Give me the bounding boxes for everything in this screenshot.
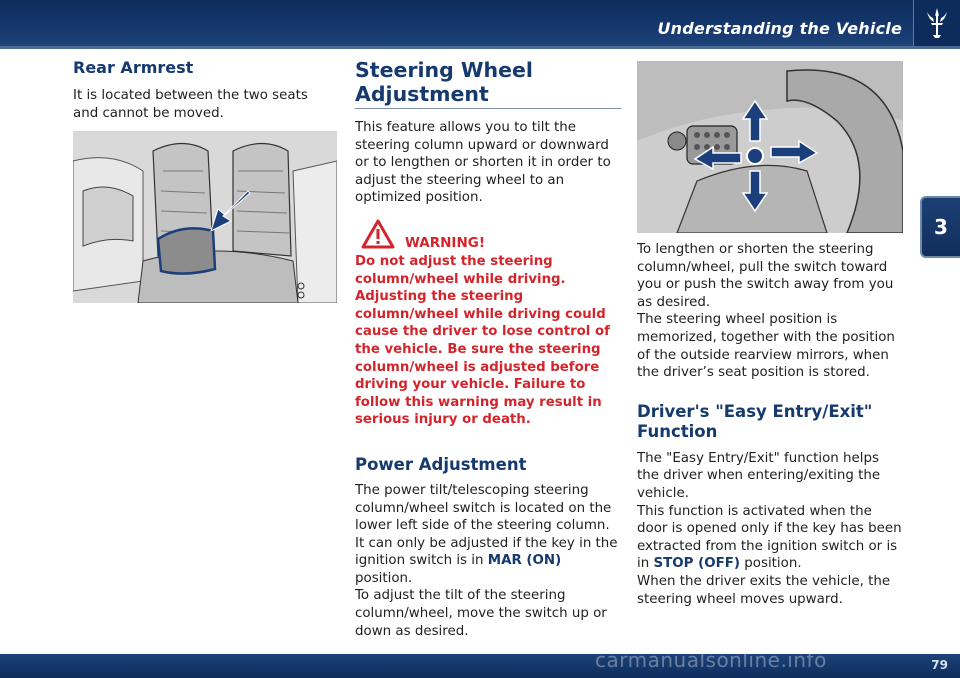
chapter-title: Understanding the Vehicle [657,19,902,38]
column-left [73,58,337,122]
chapter-tab[interactable]: 3 [920,196,960,258]
warning-label: WARNING! [405,234,485,251]
trident-icon [924,6,950,40]
power-adjustment-text-1: The power tilt/telescoping steering column/wheel switch is located on the lower left side of the steering column. It can only be adjusted if the key in the ignition switch is in MAR (ON) position. [355,482,618,586]
page-number: 79 [931,658,948,672]
mar-on-keyword: MAR (ON) [487,553,562,569]
easy-entry-text-3: When the driver exits the vehicle, the steering wheel moves upward. [637,573,891,607]
lengthen-text: To lengthen or shorten the steering column/wheel, pull the switch toward you or push the switch away from you as desired. [637,242,894,310]
easy-entry-text-1: The "Easy Entry/Exit" function helps the driver when entering/exiting the vehicle. [637,450,881,501]
stop-off-keyword: STOP (OFF) [653,556,741,572]
steering-switch-illustration [637,61,903,233]
power-adjustment-text-2: To adjust the tilt of the steering column/wheel, move the switch up or down as desired. [355,588,607,639]
easy-entry-title: Driver's "Easy Entry/Exit" Function [637,401,873,441]
rear-armrest-title: Rear Armrest [73,58,194,77]
rear-armrest-illustration [73,131,337,303]
warning-text: Do not adjust the steering column/wheel while driving. Adjusting the steering column/wheel while driving could cause the driver to lose control of the vehicle. Be sure the steering column/wheel is adjusted before driving your vehicle. Failure to follow this warning may result in serious injury or death. [355,253,610,428]
header-divider [0,46,960,49]
column-middle [355,58,621,640]
memorized-text: The steering wheel position is memorized, together with the position of the outside rearview mirrors, when the driver’s seat position is stored. [637,312,895,381]
easy-entry-text-2: This function is activated when the door is opened only if the key has been extracted from the ignition switch or is in STOP (OFF) position. [637,503,902,572]
warning-triangle-icon [361,219,395,249]
steering-intro-text: This feature allows you to tilt the steering column upward or downward or to lengthen or shorten it in order to adjust the steering wheel to an optimized position. [355,120,611,206]
brand-logo [913,0,960,46]
warning-header [355,227,621,253]
column-right [637,241,905,608]
steering-adjustment-title: Steering Wheel Adjustment [355,58,621,109]
power-adjustment-title: Power Adjustment [355,454,527,474]
rear-armrest-text: It is located between the two seats and cannot be moved. [73,88,308,121]
watermark-text: carmanualsonline.info [595,648,827,672]
